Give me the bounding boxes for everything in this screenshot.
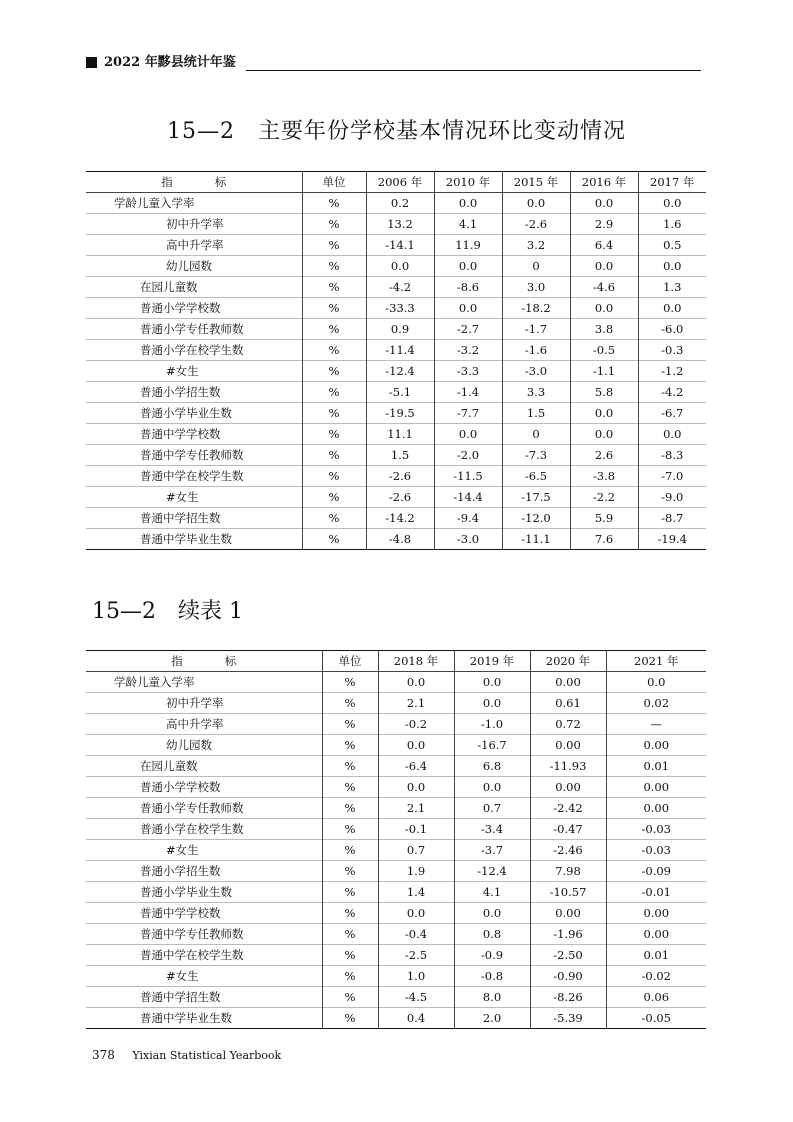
indicator-name: 在园儿童数: [86, 277, 302, 298]
value-cell: -0.3: [638, 340, 706, 361]
table-row: [86, 945, 706, 966]
value-cell: -0.90: [530, 966, 606, 987]
value-cell: 0.02: [606, 693, 706, 714]
unit-cell: %: [322, 987, 378, 1008]
table-row: [86, 903, 706, 924]
indicator-name: #女生: [86, 361, 302, 382]
indicator-name: 普通小学在校学生数: [86, 340, 302, 361]
value-cell: 13.2: [366, 214, 434, 235]
table-row: [86, 1008, 706, 1029]
value-cell: -11.5: [434, 466, 502, 487]
table-row: [86, 777, 706, 798]
value-cell: 11.1: [366, 424, 434, 445]
indicator-name: 学龄儿童入学率: [86, 672, 322, 693]
value-cell: 1.6: [638, 214, 706, 235]
value-cell: 1.0: [378, 966, 454, 987]
value-cell: 0.2: [366, 193, 434, 214]
unit-cell: %: [322, 735, 378, 756]
indicator-name: 在园儿童数: [86, 756, 322, 777]
value-cell: -1.0: [454, 714, 530, 735]
indicator-name: 普通中学招生数: [86, 987, 322, 1008]
value-cell: 2.6: [570, 445, 638, 466]
page-footer: [92, 1048, 281, 1062]
value-cell: -6.4: [378, 756, 454, 777]
unit-cell: %: [322, 840, 378, 861]
table-row: [86, 735, 706, 756]
indicator-name: 初中升学率: [86, 693, 322, 714]
value-cell: 0.8: [454, 924, 530, 945]
value-cell: -3.0: [502, 361, 570, 382]
table-row: [86, 756, 706, 777]
indicator-header-char: 标: [214, 175, 227, 189]
value-cell: 0.00: [606, 735, 706, 756]
unit-cell: %: [322, 861, 378, 882]
value-cell: -3.2: [434, 340, 502, 361]
value-cell: 3.0: [502, 277, 570, 298]
value-cell: -1.96: [530, 924, 606, 945]
unit-cell: %: [302, 256, 366, 277]
value-cell: 0.61: [530, 693, 606, 714]
indicator-name: 普通中学毕业生数: [86, 529, 302, 550]
value-cell: 0.0: [454, 777, 530, 798]
indicator-header-char: 指: [171, 654, 183, 668]
value-cell: -8.7: [638, 508, 706, 529]
value-cell: -6.7: [638, 403, 706, 424]
value-cell: 7.98: [530, 861, 606, 882]
publication-name: Yixian Statistical Yearbook: [132, 1049, 282, 1062]
table-row: [86, 256, 706, 277]
value-cell: 0.0: [434, 256, 502, 277]
value-cell: 0.00: [606, 777, 706, 798]
value-cell: -0.9: [454, 945, 530, 966]
value-cell: -1.1: [570, 361, 638, 382]
unit-cell: %: [302, 235, 366, 256]
indicator-name: 初中升学率: [86, 214, 302, 235]
value-cell: 0.06: [606, 987, 706, 1008]
indicator-header: [86, 172, 302, 193]
value-cell: 0.0: [378, 903, 454, 924]
unit-cell: %: [322, 882, 378, 903]
unit-cell: %: [302, 445, 366, 466]
unit-cell: %: [322, 714, 378, 735]
value-cell: 0.00: [606, 798, 706, 819]
value-cell: -17.5: [502, 487, 570, 508]
value-cell: 0.72: [530, 714, 606, 735]
value-cell: 0: [502, 256, 570, 277]
unit-cell: %: [322, 756, 378, 777]
table-row: [86, 487, 706, 508]
value-cell: -8.3: [638, 445, 706, 466]
unit-cell: %: [302, 340, 366, 361]
value-cell: 0.0: [638, 298, 706, 319]
value-cell: 0.0: [454, 903, 530, 924]
unit-cell: %: [302, 466, 366, 487]
unit-cell: %: [322, 672, 378, 693]
indicator-header-char: 标: [224, 654, 237, 668]
table-row: [86, 508, 706, 529]
unit-cell: %: [302, 529, 366, 550]
unit-cell: %: [322, 1008, 378, 1029]
indicator-name: 普通小学毕业生数: [86, 882, 322, 903]
value-cell: -3.0: [434, 529, 502, 550]
indicator-name: 普通小学专任教师数: [86, 319, 302, 340]
value-cell: 0.0: [434, 298, 502, 319]
value-cell: -3.8: [570, 466, 638, 487]
value-cell: 0.00: [606, 903, 706, 924]
value-cell: 0.0: [434, 193, 502, 214]
indicator-name: 高中升学率: [86, 235, 302, 256]
value-cell: 2.0: [454, 1008, 530, 1029]
value-cell: -11.1: [502, 529, 570, 550]
value-cell: 7.6: [570, 529, 638, 550]
value-cell: -2.50: [530, 945, 606, 966]
value-cell: 5.8: [570, 382, 638, 403]
indicator-name: 普通小学专任教师数: [86, 798, 322, 819]
value-cell: -14.2: [366, 508, 434, 529]
value-cell: -2.2: [570, 487, 638, 508]
value-cell: -7.3: [502, 445, 570, 466]
indicator-header: [86, 651, 322, 672]
value-cell: 2.9: [570, 214, 638, 235]
value-cell: -0.05: [606, 1008, 706, 1029]
unit-cell: %: [302, 382, 366, 403]
value-cell: -9.4: [434, 508, 502, 529]
value-cell: —: [606, 714, 706, 735]
table-row: [86, 798, 706, 819]
value-cell: -7.7: [434, 403, 502, 424]
table-row: [86, 714, 706, 735]
value-cell: 0.0: [570, 193, 638, 214]
value-cell: 1.3: [638, 277, 706, 298]
indicator-name: 普通中学专任教师数: [86, 445, 302, 466]
value-cell: 6.8: [454, 756, 530, 777]
value-cell: -1.2: [638, 361, 706, 382]
indicator-name: 普通中学在校学生数: [86, 466, 302, 487]
value-cell: -19.5: [366, 403, 434, 424]
year-header: 2016 年: [570, 172, 638, 193]
unit-cell: %: [302, 508, 366, 529]
table-row: [86, 987, 706, 1008]
table-row: [86, 277, 706, 298]
table2: [86, 650, 706, 1029]
value-cell: -1.4: [434, 382, 502, 403]
header-rule: [246, 70, 701, 71]
indicator-name: 普通小学招生数: [86, 382, 302, 403]
value-cell: 0.00: [530, 903, 606, 924]
unit-cell: %: [302, 319, 366, 340]
value-cell: -33.3: [366, 298, 434, 319]
table-row: [86, 361, 706, 382]
value-cell: 0.0: [570, 298, 638, 319]
table-row: [86, 861, 706, 882]
indicator-name: 普通中学招生数: [86, 508, 302, 529]
indicator-name: 高中升学率: [86, 714, 322, 735]
value-cell: 4.1: [434, 214, 502, 235]
indicator-name: 普通中学学校数: [86, 903, 322, 924]
value-cell: -0.03: [606, 840, 706, 861]
value-cell: -3.4: [454, 819, 530, 840]
value-cell: -2.5: [378, 945, 454, 966]
page-number: 378: [92, 1048, 115, 1062]
value-cell: 0.00: [530, 777, 606, 798]
table-row: [86, 466, 706, 487]
value-cell: -3.7: [454, 840, 530, 861]
year-header: 2017 年: [638, 172, 706, 193]
table-row: [86, 214, 706, 235]
value-cell: 0.9: [366, 319, 434, 340]
value-cell: -0.02: [606, 966, 706, 987]
indicator-name: 普通小学学校数: [86, 777, 322, 798]
unit-cell: %: [302, 193, 366, 214]
value-cell: -0.01: [606, 882, 706, 903]
value-cell: -0.47: [530, 819, 606, 840]
value-cell: -4.8: [366, 529, 434, 550]
table-row: [86, 693, 706, 714]
indicator-name: 普通小学学校数: [86, 298, 302, 319]
value-cell: -12.4: [366, 361, 434, 382]
table1-header-row: [86, 172, 706, 193]
value-cell: -10.57: [530, 882, 606, 903]
value-cell: -7.0: [638, 466, 706, 487]
unit-cell: %: [322, 819, 378, 840]
value-cell: -0.09: [606, 861, 706, 882]
value-cell: 0.5: [638, 235, 706, 256]
value-cell: -4.5: [378, 987, 454, 1008]
table-row: [86, 819, 706, 840]
table2-title: 15—2 续表 1: [92, 599, 243, 624]
value-cell: 11.9: [434, 235, 502, 256]
unit-cell: %: [302, 361, 366, 382]
unit-cell: %: [302, 298, 366, 319]
value-cell: 0.0: [454, 693, 530, 714]
value-cell: 0.00: [530, 735, 606, 756]
value-cell: 0.0: [366, 256, 434, 277]
value-cell: -2.42: [530, 798, 606, 819]
value-cell: -2.46: [530, 840, 606, 861]
value-cell: 0.0: [502, 193, 570, 214]
value-cell: 0.0: [378, 672, 454, 693]
table-row: [86, 966, 706, 987]
value-cell: 0.0: [570, 256, 638, 277]
year-header: 2006 年: [366, 172, 434, 193]
value-cell: 0.4: [378, 1008, 454, 1029]
unit-cell: %: [302, 277, 366, 298]
value-cell: -1.6: [502, 340, 570, 361]
indicator-name: 普通中学毕业生数: [86, 1008, 322, 1029]
unit-cell: %: [322, 798, 378, 819]
value-cell: 3.8: [570, 319, 638, 340]
unit-header: 单位: [302, 172, 366, 193]
value-cell: 0.0: [606, 672, 706, 693]
table-row: [86, 424, 706, 445]
indicator-name: #女生: [86, 966, 322, 987]
value-cell: 3.3: [502, 382, 570, 403]
table-row: [86, 193, 706, 214]
indicator-name: #女生: [86, 840, 322, 861]
table-row: [86, 403, 706, 424]
value-cell: 0.01: [606, 945, 706, 966]
unit-cell: %: [302, 214, 366, 235]
value-cell: 3.2: [502, 235, 570, 256]
value-cell: 6.4: [570, 235, 638, 256]
table-row: [86, 235, 706, 256]
year-header: 2015 年: [502, 172, 570, 193]
value-cell: -2.6: [502, 214, 570, 235]
table-row: [86, 319, 706, 340]
value-cell: 0.0: [570, 403, 638, 424]
unit-cell: %: [302, 403, 366, 424]
value-cell: 0.0: [434, 424, 502, 445]
year-header: 2020 年: [530, 651, 606, 672]
value-cell: -4.2: [638, 382, 706, 403]
year-header: 2019 年: [454, 651, 530, 672]
indicator-name: #女生: [86, 487, 302, 508]
indicator-name: 幼儿园数: [86, 256, 302, 277]
unit-cell: %: [322, 693, 378, 714]
value-cell: 1.5: [366, 445, 434, 466]
value-cell: 0.0: [570, 424, 638, 445]
value-cell: -2.6: [366, 487, 434, 508]
value-cell: -12.4: [454, 861, 530, 882]
value-cell: 0.00: [606, 924, 706, 945]
table-row: [86, 672, 706, 693]
value-cell: -11.93: [530, 756, 606, 777]
indicator-name: 普通中学专任教师数: [86, 924, 322, 945]
value-cell: -3.3: [434, 361, 502, 382]
value-cell: -2.6: [366, 466, 434, 487]
yearbook-title: 2022 年黟县统计年鉴: [104, 55, 236, 70]
value-cell: -9.0: [638, 487, 706, 508]
table2-header-row: [86, 651, 706, 672]
running-header: [86, 54, 706, 72]
year-header: 2021 年: [606, 651, 706, 672]
value-cell: -5.39: [530, 1008, 606, 1029]
value-cell: 0.0: [454, 672, 530, 693]
table1: [86, 171, 706, 550]
table-row: [86, 298, 706, 319]
value-cell: 0.0: [638, 193, 706, 214]
year-header: 2010 年: [434, 172, 502, 193]
value-cell: 0.7: [454, 798, 530, 819]
value-cell: 0.0: [378, 735, 454, 756]
unit-cell: %: [322, 966, 378, 987]
value-cell: -0.5: [570, 340, 638, 361]
value-cell: -6.5: [502, 466, 570, 487]
value-cell: -1.7: [502, 319, 570, 340]
unit-cell: %: [322, 903, 378, 924]
indicator-header-char: 指: [161, 175, 173, 189]
value-cell: -16.7: [454, 735, 530, 756]
header-square-mark: [86, 57, 97, 68]
value-cell: -4.6: [570, 277, 638, 298]
value-cell: -14.1: [366, 235, 434, 256]
table1-title: 15—2 主要年份学校基本情况环比变动情况: [167, 119, 626, 144]
value-cell: -0.4: [378, 924, 454, 945]
value-cell: -2.7: [434, 319, 502, 340]
value-cell: -0.03: [606, 819, 706, 840]
table-row: [86, 882, 706, 903]
unit-cell: %: [322, 945, 378, 966]
value-cell: -18.2: [502, 298, 570, 319]
value-cell: -19.4: [638, 529, 706, 550]
indicator-name: 普通小学招生数: [86, 861, 322, 882]
unit-cell: %: [302, 424, 366, 445]
value-cell: 2.1: [378, 798, 454, 819]
value-cell: 0.0: [378, 777, 454, 798]
value-cell: 1.4: [378, 882, 454, 903]
unit-cell: %: [322, 777, 378, 798]
table-row: [86, 840, 706, 861]
table-row: [86, 924, 706, 945]
value-cell: -0.1: [378, 819, 454, 840]
indicator-name: 普通小学毕业生数: [86, 403, 302, 424]
value-cell: -0.8: [454, 966, 530, 987]
value-cell: 0: [502, 424, 570, 445]
value-cell: 1.5: [502, 403, 570, 424]
table-row: [86, 445, 706, 466]
value-cell: -5.1: [366, 382, 434, 403]
table-row: [86, 382, 706, 403]
value-cell: 1.9: [378, 861, 454, 882]
value-cell: 2.1: [378, 693, 454, 714]
value-cell: -8.6: [434, 277, 502, 298]
value-cell: -8.26: [530, 987, 606, 1008]
value-cell: -4.2: [366, 277, 434, 298]
year-header: 2018 年: [378, 651, 454, 672]
table-row: [86, 529, 706, 550]
indicator-name: 学龄儿童入学率: [86, 193, 302, 214]
value-cell: -14.4: [434, 487, 502, 508]
value-cell: 0.0: [638, 256, 706, 277]
indicator-name: 幼儿园数: [86, 735, 322, 756]
value-cell: -2.0: [434, 445, 502, 466]
value-cell: 0.7: [378, 840, 454, 861]
value-cell: -0.2: [378, 714, 454, 735]
value-cell: -11.4: [366, 340, 434, 361]
indicator-name: 普通小学在校学生数: [86, 819, 322, 840]
unit-header: 单位: [322, 651, 378, 672]
unit-cell: %: [322, 924, 378, 945]
unit-cell: %: [302, 487, 366, 508]
value-cell: 0.0: [638, 424, 706, 445]
value-cell: 8.0: [454, 987, 530, 1008]
value-cell: 0.01: [606, 756, 706, 777]
table-row: [86, 340, 706, 361]
value-cell: -12.0: [502, 508, 570, 529]
value-cell: 5.9: [570, 508, 638, 529]
value-cell: 4.1: [454, 882, 530, 903]
indicator-name: 普通中学学校数: [86, 424, 302, 445]
value-cell: 0.00: [530, 672, 606, 693]
indicator-name: 普通中学在校学生数: [86, 945, 322, 966]
value-cell: -6.0: [638, 319, 706, 340]
